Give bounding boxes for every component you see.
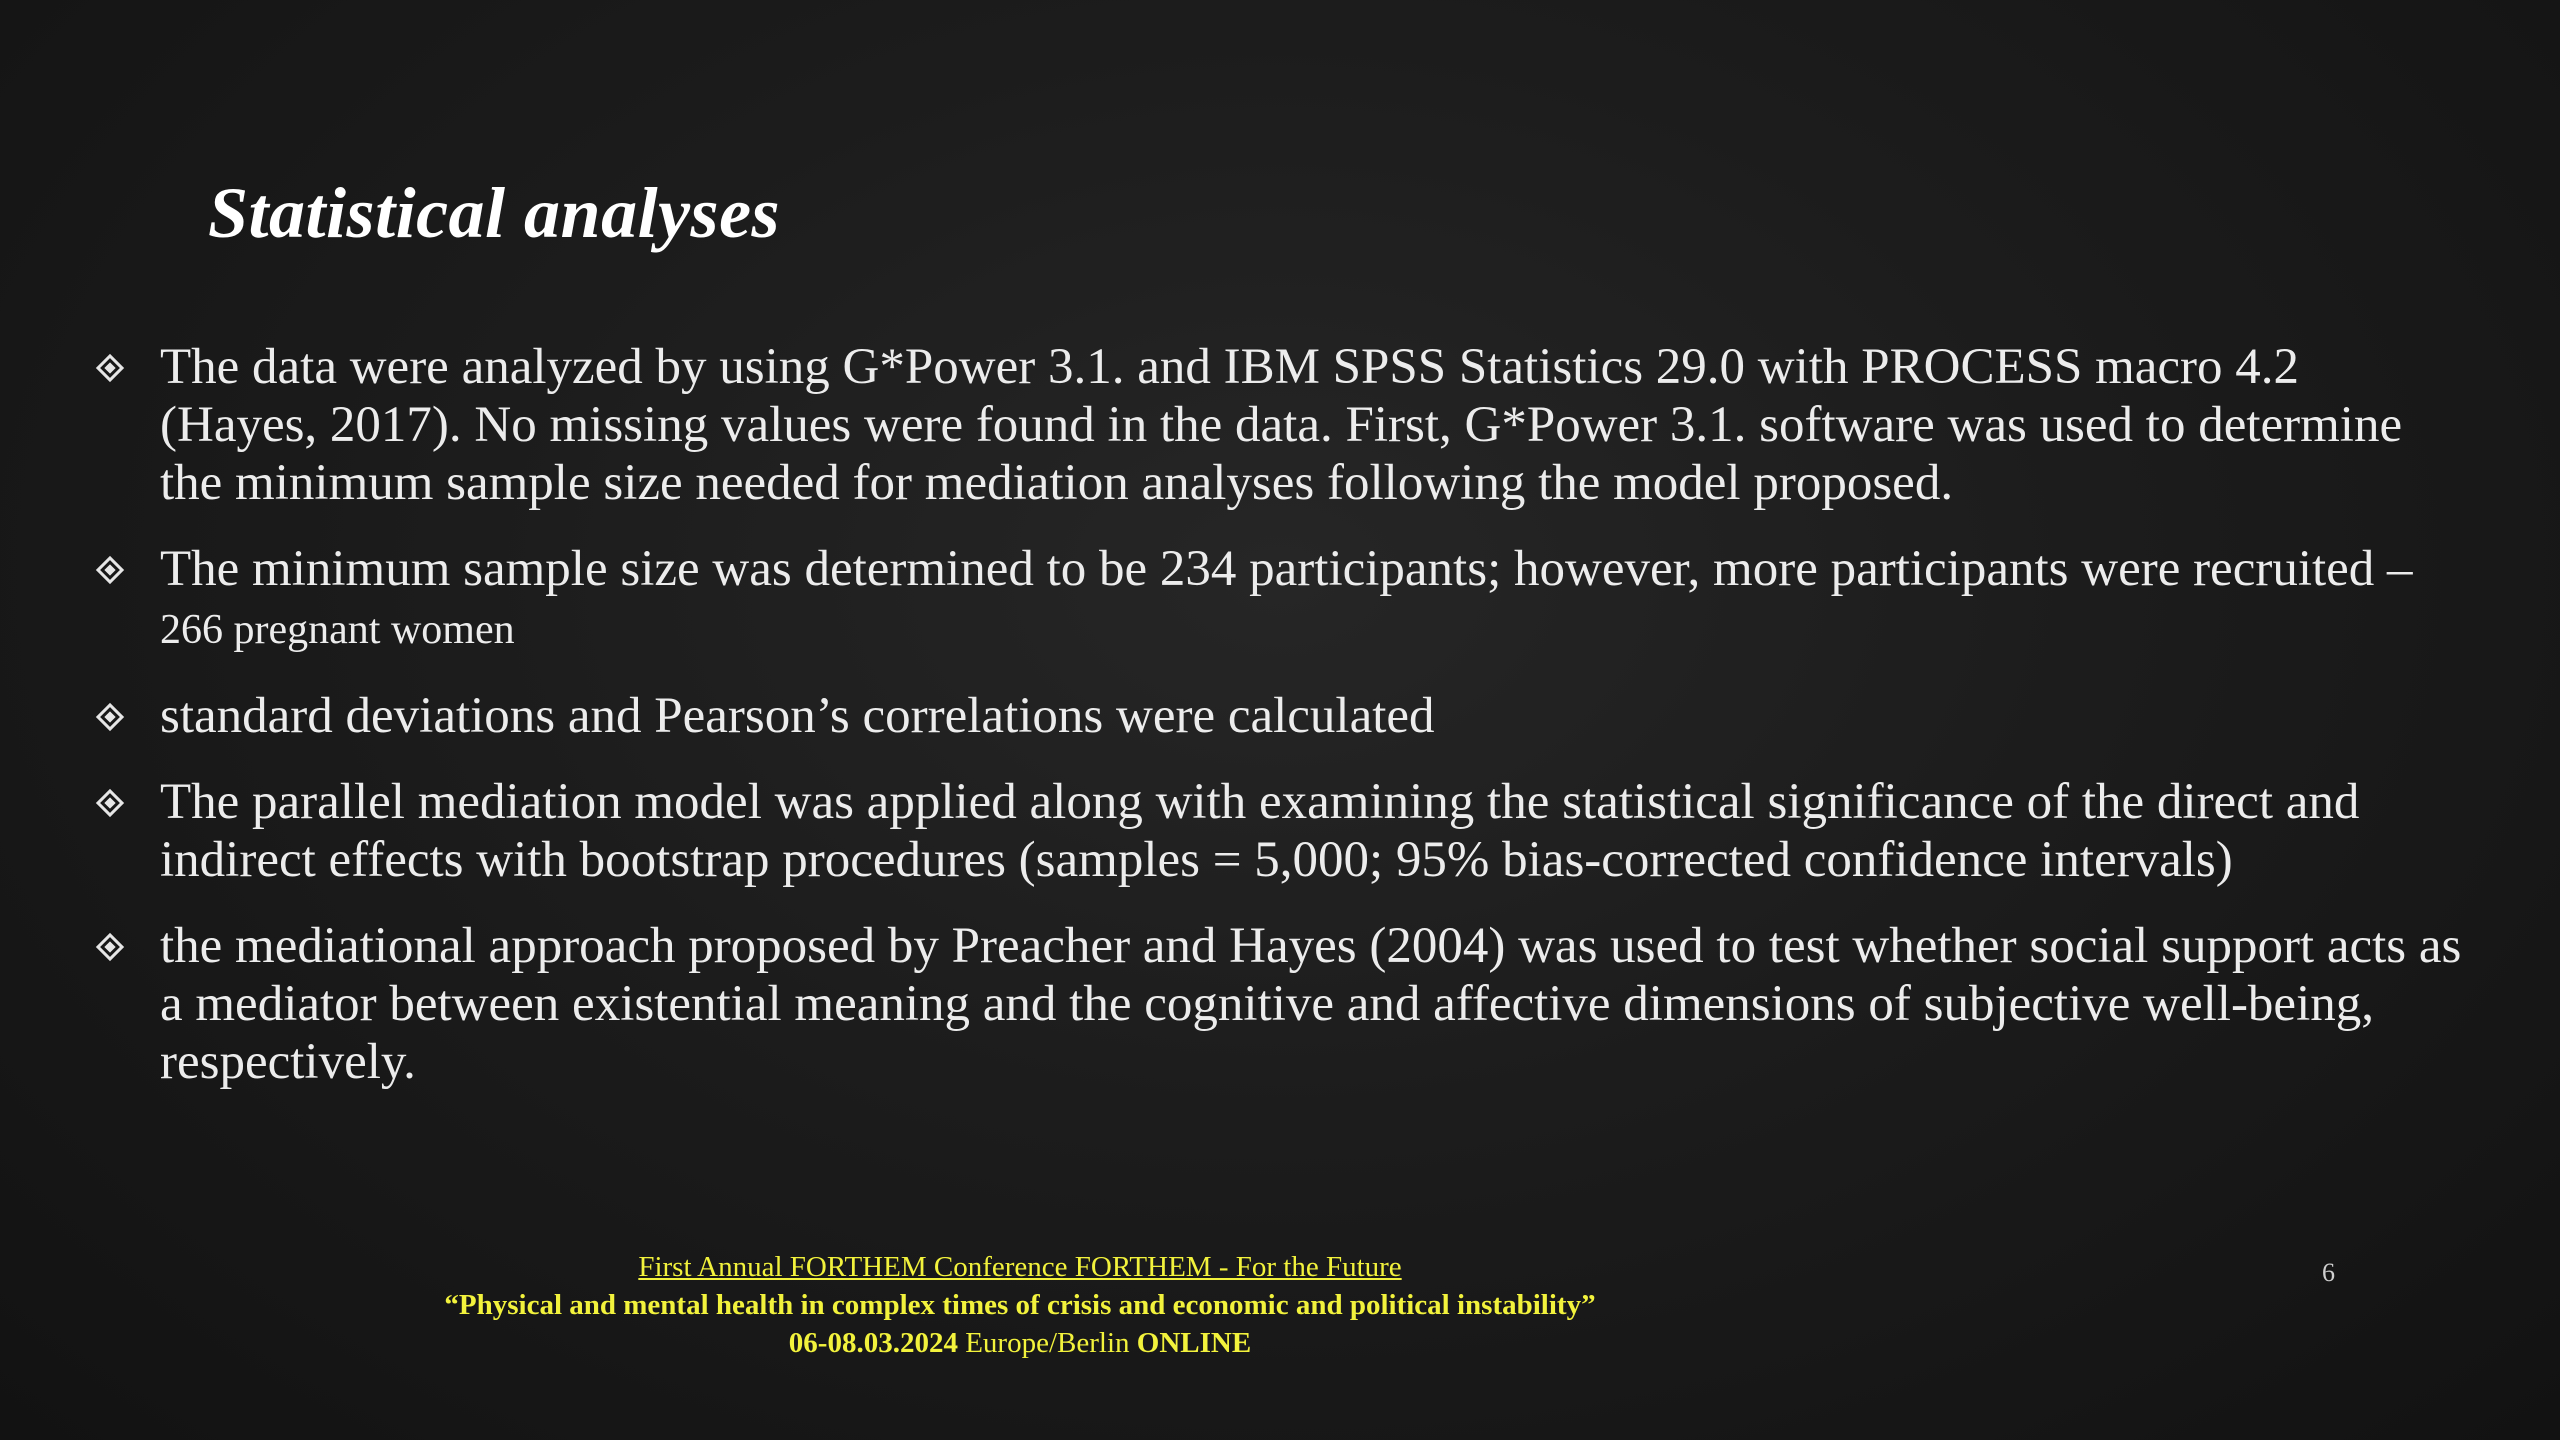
bullet-item bbox=[96, 917, 2466, 1091]
footer-line-1 bbox=[0, 1248, 2040, 1286]
footer-subtitle: “Physical and mental health in complex times of crisis and economic and political instability” bbox=[444, 1289, 1596, 1321]
bullet-text: The data were analyzed by using G*Power 3.1. and IBM SPSS Statistics 29.0 with PROCESS macro 4.2 (Hayes, 2017). No missing values were found in the data. First, G*Power 3.1. software was used to determine the minimum sample size needed for mediation analyses following the model proposed. bbox=[160, 339, 2403, 511]
bullet-small-text: 266 pregnant women bbox=[160, 607, 515, 653]
footer-line-3 bbox=[0, 1324, 2040, 1362]
bullet-item bbox=[96, 687, 2466, 745]
bullet-list bbox=[96, 338, 2466, 1119]
bullet-item bbox=[96, 540, 2466, 659]
diamond-bullet-icon bbox=[100, 793, 120, 813]
footer bbox=[0, 1248, 2040, 1362]
bullet-item bbox=[96, 338, 2466, 512]
bullet-text: the mediational approach proposed by Preacher and Hayes (2004) was used to test whether social support acts as a mediator between existential meaning and the cognitive and affective dimensions of subjective well-being, respectively. bbox=[160, 918, 2462, 1090]
conference-link[interactable]: First Annual FORTHEM Conference FORTHEM - For the Future bbox=[638, 1251, 1402, 1283]
bullet-item bbox=[96, 773, 2466, 889]
bullet-text: The parallel mediation model was applied along with examining the statistical significance of the direct and indirect effects with bootstrap procedures (samples = 5,000; 95% bias-corrected confidence intervals) bbox=[160, 774, 2360, 888]
footer-timezone: Europe/Berlin bbox=[957, 1327, 1137, 1359]
footer-mode: ONLINE bbox=[1136, 1327, 1252, 1359]
slide-title: Statistical analyses bbox=[208, 173, 781, 253]
bullet-text: The minimum sample size was determined to be 234 participants; however, more participants were recruited – bbox=[160, 541, 2413, 597]
diamond-bullet-icon bbox=[100, 358, 120, 378]
diamond-bullet-icon bbox=[100, 937, 120, 957]
bullet-text: standard deviations and Pearson’s correlations were calculated bbox=[160, 688, 1435, 744]
page-number: 6 bbox=[2322, 1258, 2335, 1287]
diamond-bullet-icon bbox=[100, 707, 120, 727]
footer-dates: 06-08.03.2024 bbox=[788, 1327, 958, 1359]
diamond-bullet-icon bbox=[100, 560, 120, 580]
